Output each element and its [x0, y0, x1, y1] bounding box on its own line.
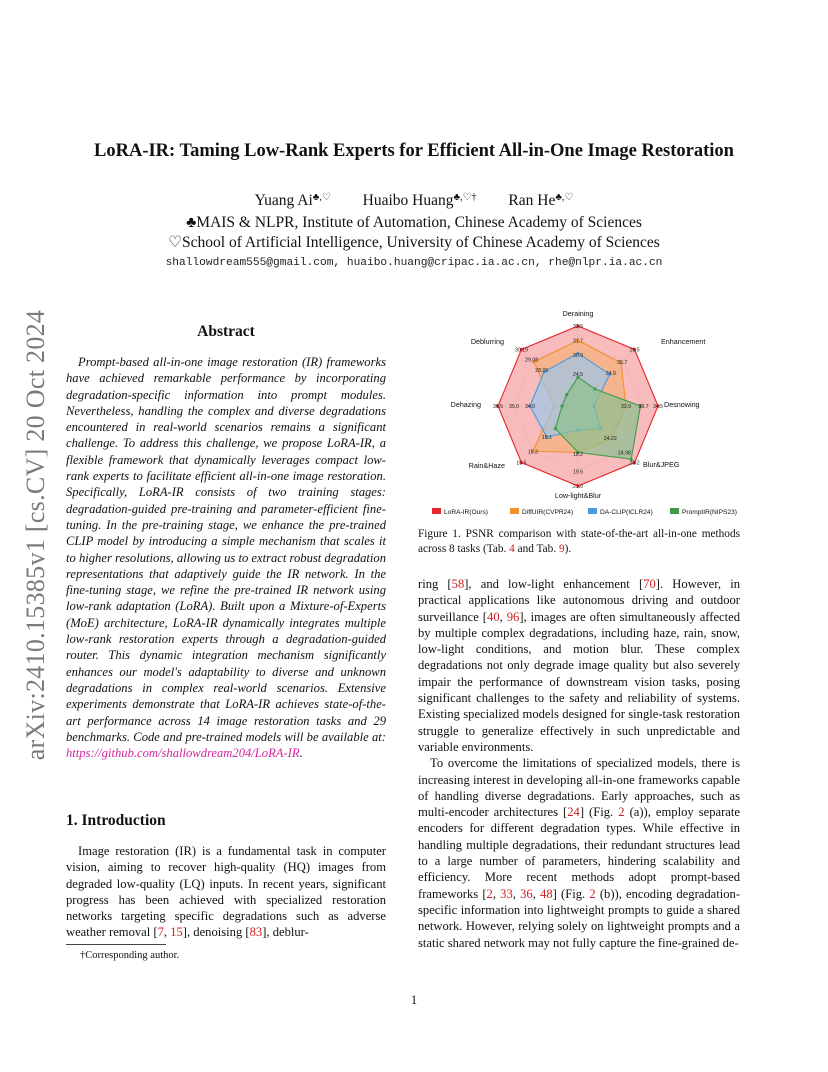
value-label: 19.6 [572, 469, 584, 476]
value-label: 25.2 [629, 460, 640, 467]
legend-label: DA-CLIP(ICLR24) [600, 509, 653, 516]
axis-label: Desnowing [664, 400, 700, 409]
value-label: 24.22 [603, 436, 617, 443]
value-label: 28.05 [535, 367, 549, 374]
axis-label: Blur&JPEG [643, 460, 680, 469]
data-point [554, 427, 557, 430]
abstract-section [66, 323, 386, 761]
legend-swatch [588, 508, 597, 514]
right-column-text [418, 576, 740, 951]
axis-label: Low-light&Blur [554, 491, 602, 500]
legend-swatch [670, 508, 679, 514]
table-link[interactable]: 4 [509, 542, 515, 555]
value-label: 26.5 [629, 347, 640, 354]
citation-link[interactable]: 36 [520, 886, 533, 901]
data-point [565, 393, 568, 396]
value-label: 25.7 [617, 359, 628, 366]
value-label: 24.98 [617, 450, 631, 457]
value-label: 33.5 [572, 324, 584, 330]
value-label: 18.2 [572, 452, 584, 458]
citation-link[interactable]: 2 [486, 886, 493, 901]
abstract-text: Prompt-based all-in-one image restoration (IR) frameworks have achieved remarkable performance by incorporating degradation-specific information into prompt modules. Nevertheless, handling the complex and diverse degradations encountered in real-world scenarios remains a significant challenge. To address this challenge, we propose LoRA-IR, a flexible framework that dynamically leverages compact low-rank experts to facilitate efficient all-in-one image restoration. Specifically, LoRA-IR consists of two training stages: degradation-guided pre-training and parameter-efficient fine-tuning. In the pre-training stage, we enhance the pre-trained CLIP model by introducing a simple mechanism that scales it to higher resolutions, allowing us to extract robust degradation representations that adaptively guide the IR network. In the fine-tuning stage, we refine the pre-trained IR network using low-rank adaptation (LoRA). Built upon a Mixture-of-Experts (MoE) architecture, LoRA-IR dynamically integrates multiple low-rank restoration experts through a degradation-guided router. This dynamic integration mechanism significantly enhances our model's adaptability to diverse and unknown degradations in complex real-world scenarios. Extensive experiments demonstrate that LoRA-IR achieves state-of-the-art performance across 14 image restoration tasks and 29 benchmarks. Code and pre-trained models will be available at: https://github.com/shallowdream204/LoRA-IR. [66, 355, 386, 761]
citation-link[interactable]: 58 [451, 577, 465, 591]
citation-link[interactable]: 7 [157, 925, 164, 940]
figure-caption: Figure 1. PSNR comparison with state-of-the-art all-in-one methods across 8 tasks (Tab. 4 and Tab. 9). [418, 528, 740, 555]
value-label: 15.3 [527, 449, 538, 456]
value-label: 34.0 [524, 404, 536, 410]
axis-label: Dehazing [450, 400, 481, 409]
page-number: 1 [410, 993, 418, 1007]
axis-label: Deraining [562, 309, 594, 318]
value-label: 32.9 [620, 404, 632, 410]
body-paragraph: ring [58], and low-light enhancement [70]. However, in practical applications like autonomous driving and outdoor surveillance [40, 96], images are often simultaneously affected by multiple complex degradations, including haze, rain, snow, low-light conditions, and motion blur. These complex degradations not only degrade image quality but also severely impair the performance of downstream vision tasks, posing significant challenges to the safety and reliability of systems. Existing specialized models designed for single-task restoration struggle to generalize effectively in such unpredictable and variable environments. [418, 577, 741, 754]
body-paragraph: To overcome the limitations of specialized models, there is increasing interest in developing all-in-one frameworks capable of handling diverse degradations. Early approaches, such as multi-encoder architectures [24] (Fig. 2 (a)), employ separate encoders for different degradation types. While effective in handling multiple degradations, their redundant structures lead to a large number of parameters, hindering scalability and efficiency. More recent methods adopt prompt-based frameworks [2, 33, 36, 48] (Fig. 2 (b)), encoding degradation-specific information into lightweight prompts to guide a shared network. However, relying solely on lightweight prompts and a static shared network may not fully capture the fine-grained de- [418, 756, 741, 950]
legend-label: DiffUIR(CVPR24) [522, 509, 574, 516]
author: Ran He♣,♡ [508, 192, 574, 209]
value-label: 24.9 [605, 371, 616, 378]
author: Huaibo Huang♣,♡† [362, 192, 477, 209]
value-label: 30.9 [572, 352, 584, 359]
value-label: 24.5 [572, 372, 584, 378]
paper-title: LoRA-IR: Taming Low-Rank Experts for Efficient All-in-One Image Restoration [94, 141, 734, 161]
citation-link[interactable]: 83 [249, 925, 263, 940]
value-label: 35.0 [508, 404, 520, 410]
table-link[interactable]: 9 [558, 542, 565, 555]
citation-link[interactable]: 33 [500, 886, 513, 901]
abstract-heading: Abstract [197, 323, 255, 340]
author: Yuang Ai♣,♡ [254, 192, 331, 209]
author-emails: shallowdream555@gmail.com, huaibo.huang@cripac.ia.ac.cn, rhe@nlpr.ia.ac.cn [165, 257, 663, 269]
figure-link[interactable]: 2 [589, 886, 596, 901]
legend-label: LoRA-IR(Ours) [444, 509, 488, 516]
citation-link[interactable]: 24 [567, 805, 580, 820]
citation-link[interactable]: 48 [540, 886, 553, 901]
value-label: 29.08 [525, 357, 539, 364]
footnote-rule [66, 944, 166, 945]
value-label: 21.0 [572, 484, 584, 490]
figure-link[interactable]: 2 [618, 805, 625, 820]
value-label: 15.1 [541, 435, 552, 442]
value-label: 15.5 [516, 460, 527, 467]
axis-label: Enhancement [661, 337, 706, 346]
section-heading: 1. Introduction [66, 812, 166, 829]
data-point [593, 387, 596, 390]
intro-paragraph: Image restoration (IR) is a fundamental task in computer vision, aiming to recover high-quality (HQ) images from degraded low-quality (LQ) inputs. In recent years, significant progress has been achieved with specialized restoration networks targeting specific degradations such as adverse weather removal [7, 15], denoising [83], deblur- [66, 844, 386, 940]
legend-swatch [432, 508, 441, 514]
footnote: †Corresponding author. [80, 950, 180, 961]
affiliation-1: ♣MAIS & NLPR, Institute of Automation, Chinese Academy of Sciences [186, 214, 642, 231]
citation-link[interactable]: 96 [506, 609, 520, 624]
value-label: 33.7 [638, 404, 649, 410]
figure-radar-chart [418, 300, 744, 522]
radar-chart [418, 300, 744, 522]
axis-label: Rain&Haze [468, 461, 505, 470]
introduction-section [66, 812, 386, 941]
citation-link[interactable]: 40 [487, 609, 500, 624]
value-label: 30.19 [514, 347, 528, 354]
citation-link[interactable]: 70 [643, 577, 656, 591]
value-label: 36.5 [492, 404, 504, 410]
data-point [560, 404, 563, 407]
affiliation-2: ♡School of Artificial Intelligence, University of Chinese Academy of Sciences [168, 234, 660, 251]
author-list [0, 192, 828, 210]
value-label: 31.7 [572, 338, 584, 345]
arxiv-identifier: arXiv:2410.15385v1 [cs.CV] 20 Oct 2024 [21, 309, 50, 761]
legend-swatch [510, 508, 519, 514]
legend-label: PromptIR(NIPS23) [682, 509, 737, 516]
code-link[interactable]: https://github.com/shallowdream204/LoRA-IR [66, 746, 300, 761]
value-label: 34.5 [652, 404, 664, 410]
axis-label: Deblurring [470, 337, 504, 346]
citation-link[interactable]: 15 [170, 925, 183, 940]
